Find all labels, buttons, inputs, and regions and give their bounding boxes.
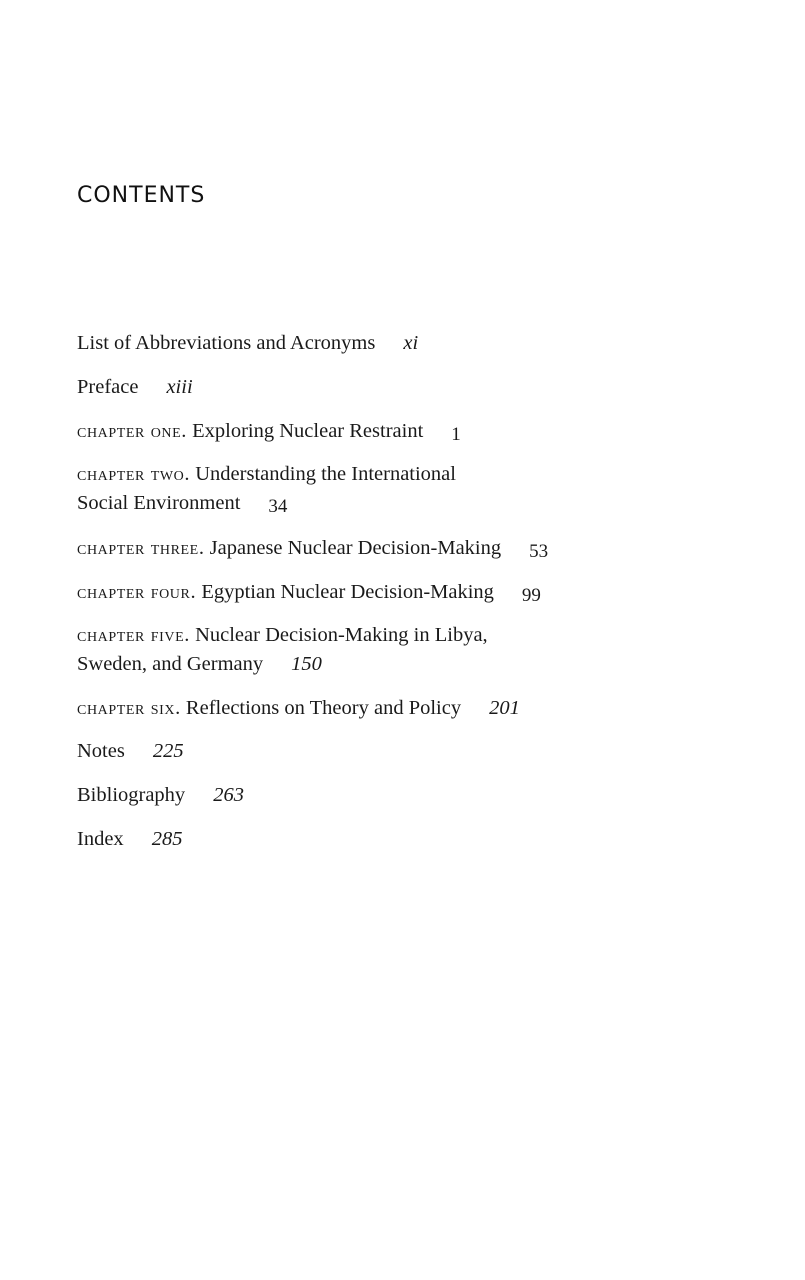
toc-entry-bibliography[interactable] xyxy=(77,781,244,810)
chapter-label: chapter two. xyxy=(77,463,191,485)
toc-entry-chapter-one[interactable] xyxy=(77,417,461,446)
toc-entry-page: 201 xyxy=(489,697,520,719)
toc-entry-index[interactable] xyxy=(77,825,182,854)
toc-entry-title: Egyptian Nuclear Decision-Making xyxy=(201,581,494,603)
toc-entry-page: 1 xyxy=(451,424,461,445)
toc-entry-chapter-two[interactable] xyxy=(77,460,456,518)
toc-entry-title-line2: Social Environment xyxy=(77,492,241,514)
toc-entry-page: 34 xyxy=(268,496,288,517)
toc-entry-title: Notes xyxy=(77,740,125,762)
toc-entry-abbreviations[interactable] xyxy=(77,329,418,358)
toc-entry-chapter-four[interactable] xyxy=(77,578,541,607)
toc-entry-title-line1: Nuclear Decision-Making in Libya, xyxy=(195,624,488,646)
toc-entry-title: Preface xyxy=(77,376,139,398)
toc-entry-page: 263 xyxy=(213,784,244,806)
toc-entry-page: 53 xyxy=(529,541,549,562)
toc-entry-title-line2: Sweden, and Germany xyxy=(77,653,264,675)
toc-entry-chapter-six[interactable] xyxy=(77,694,520,723)
toc-entry-page: 225 xyxy=(152,740,184,762)
toc-entry-page: 99 xyxy=(521,585,541,606)
toc-entry-title: Reflections on Theory and Policy xyxy=(185,697,462,719)
toc-entry-title: List of Abbreviations and Acronyms xyxy=(77,332,376,354)
toc-entry-preface[interactable] xyxy=(77,373,193,402)
toc-entry-page: 285 xyxy=(151,828,183,850)
page-title: CONTENTS xyxy=(77,183,206,208)
chapter-label: chapter four. xyxy=(77,581,197,603)
toc-entry-title: Japanese Nuclear Decision-Making xyxy=(209,537,502,559)
toc-entry-notes[interactable] xyxy=(77,737,184,766)
chapter-label: chapter one. xyxy=(77,420,188,442)
toc-entry-page: xi xyxy=(403,332,419,354)
chapter-label: chapter five. xyxy=(77,624,190,646)
chapter-label: chapter six. xyxy=(77,697,181,719)
toc-entry-page: 150 xyxy=(291,653,322,675)
toc-entry-title: Index xyxy=(77,828,124,850)
chapter-label: chapter three. xyxy=(77,537,205,559)
toc-entry-title: Bibliography xyxy=(77,784,186,806)
toc-entry-chapter-five[interactable] xyxy=(77,621,488,679)
toc-entry-page: xiii xyxy=(166,376,193,398)
toc-entry-title-line1: Understanding the International xyxy=(195,463,456,485)
toc-entry-title: Exploring Nuclear Restraint xyxy=(192,420,424,442)
toc-entry-chapter-three[interactable] xyxy=(77,534,548,563)
